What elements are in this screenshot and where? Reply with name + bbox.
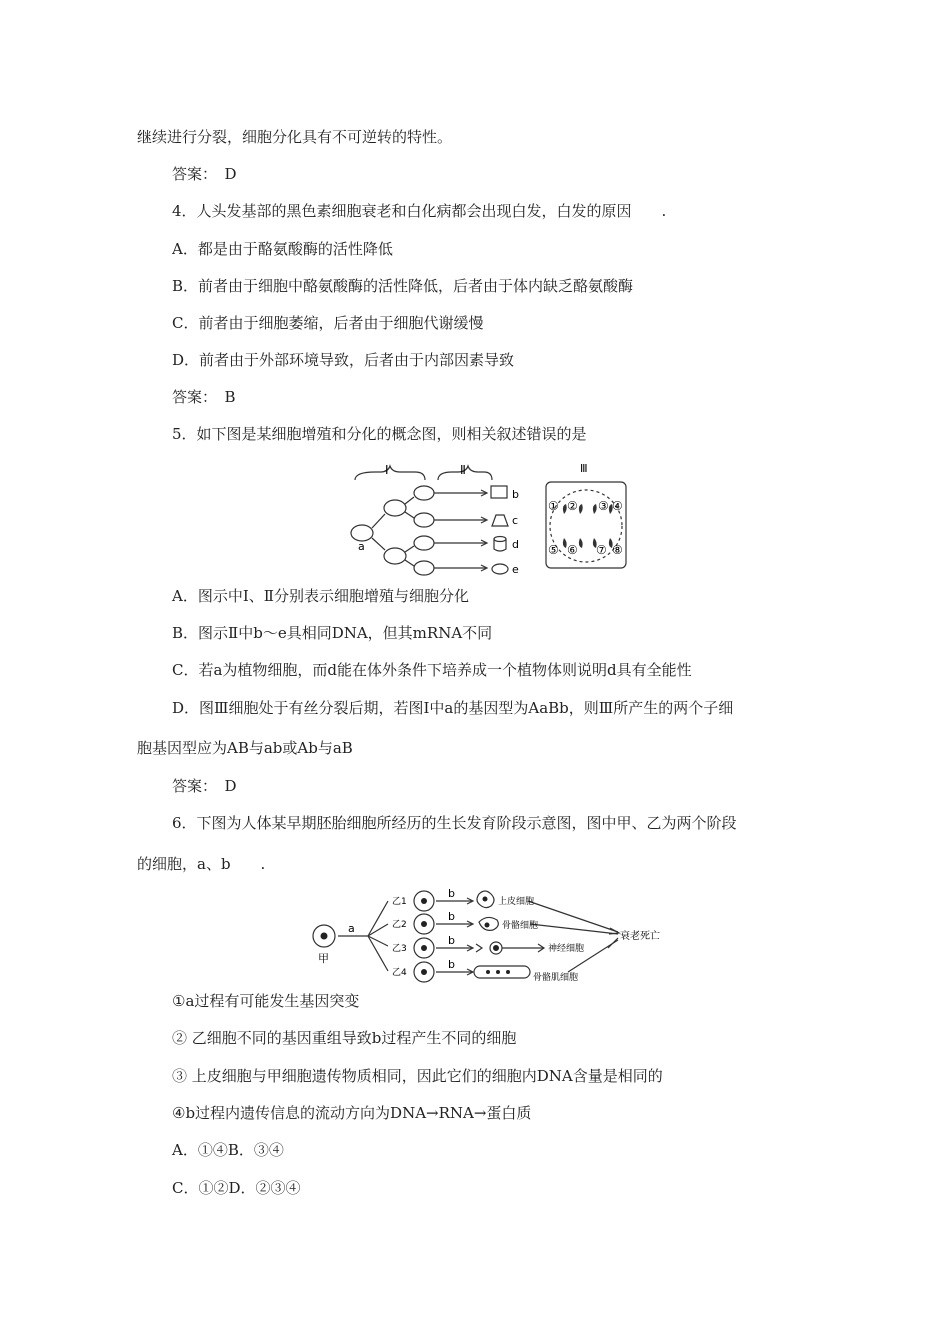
option-4c: C．前者由于细胞萎缩，后者由于细胞代谢缓慢 (172, 314, 484, 332)
num-5: ⑤ (548, 543, 559, 557)
label-b4: b (448, 958, 455, 971)
label-b3: b (448, 934, 455, 947)
label-yi1: 乙1 (392, 897, 407, 907)
option-5a: A．图示中Ⅰ、Ⅱ分别表示细胞增殖与细胞分化 (172, 587, 469, 605)
muscle-cell (474, 966, 530, 978)
question-5: 5．如下图是某细胞增殖和分化的概念图，则相关叙述错误的是 (172, 425, 587, 443)
label-nerve: 神经细胞 (548, 944, 585, 954)
nerve-cell (476, 944, 544, 952)
option-4a: A．都是由于酪氨酸酶的活性降低 (172, 240, 393, 258)
figure-cell-differentiation (340, 458, 630, 576)
option-5b: B．图示Ⅱ中b～e具相同DNA，但其mRNA不同 (172, 624, 493, 642)
label-b1: b (448, 887, 455, 900)
label-jia: 甲 (318, 952, 329, 965)
num-6: ⑥ (567, 543, 578, 557)
cell-e (492, 564, 508, 574)
options-ab: A．①④B．③④ (172, 1141, 284, 1159)
num-3: ③ (598, 499, 609, 513)
statement-4: ④b过程内遗传信息的流动方向为DNA→RNA→蛋白质 (172, 1104, 532, 1122)
option-4d: D．前者由于外部环境导致，后者由于内部因素导致 (172, 351, 515, 369)
label-d: d (512, 538, 519, 551)
brace-i (355, 466, 425, 480)
cell-b (491, 486, 507, 498)
label-muscle: 骨骼肌细胞 (533, 973, 579, 983)
label-aging-death: 衰老死亡 (620, 931, 660, 942)
question-6-cont: 的细胞，a、b . (137, 855, 266, 873)
statement-3: ③ 上皮细胞与甲细胞遗传物质相同，因此它们的细胞内DNA含量是相同的 (172, 1067, 663, 1085)
label-i: Ⅰ (385, 463, 389, 477)
question-4: 4．人头发基部的黑色素细胞衰老和白化病都会出现白发，白发的原因 . (172, 202, 667, 220)
cell-a (351, 525, 373, 541)
label-a: a (358, 540, 365, 553)
label-b: b (512, 488, 519, 501)
num-7: ⑦ (596, 543, 607, 557)
option-5d: D．图Ⅲ细胞处于有丝分裂后期，若图Ⅰ中a的基因型为AaBb，则Ⅲ所产生的两个子细 (172, 699, 734, 717)
num-2: ② (567, 499, 578, 513)
label-epithelial: 上皮细胞 (498, 897, 535, 907)
label-a: a (348, 922, 355, 935)
num-1: ① (548, 499, 559, 513)
answer-line: 答案： D (172, 777, 237, 795)
label-iii: Ⅲ (580, 462, 588, 475)
label-bone: 骨骼细胞 (502, 921, 539, 931)
statement-2: ② 乙细胞不同的基因重组导致b过程产生不同的细胞 (172, 1029, 517, 1047)
question-6: 6．下图为人体某早期胚胎细胞所经历的生长发育阶段示意图，图中甲、乙为两个阶段 (172, 814, 737, 832)
text-line: 继续进行分裂，细胞分化具有不可逆转的特性。 (137, 128, 453, 146)
num-4: ④ (612, 499, 623, 513)
label-b2: b (448, 910, 455, 923)
statement-1: ①a过程有可能发生基因突变 (172, 992, 360, 1010)
label-ii: Ⅱ (460, 463, 466, 477)
figure-embryo-development (308, 884, 688, 988)
options-cd: C．①②D．②③④ (172, 1179, 301, 1197)
cell-c (492, 515, 508, 526)
option-5d-cont: 胞基因型应为AB与ab或Ab与aB (137, 739, 353, 757)
option-4b: B．前者由于细胞中酪氨酸酶的活性降低，后者由于体内缺乏酪氨酸酶 (172, 277, 634, 295)
label-yi4: 乙4 (392, 968, 407, 978)
option-5c: C．若a为植物细胞，而d能在体外条件下培养成一个植物体则说明d具有全能性 (172, 661, 692, 679)
answer-line: 答案： D (172, 165, 237, 183)
cell-d (494, 537, 506, 542)
label-c: c (512, 514, 519, 527)
label-yi2: 乙2 (392, 920, 407, 930)
label-yi3: 乙3 (392, 944, 407, 954)
label-e: e (512, 563, 519, 576)
answer-line: 答案： B (172, 388, 236, 406)
num-8: ⑧ (612, 543, 623, 557)
